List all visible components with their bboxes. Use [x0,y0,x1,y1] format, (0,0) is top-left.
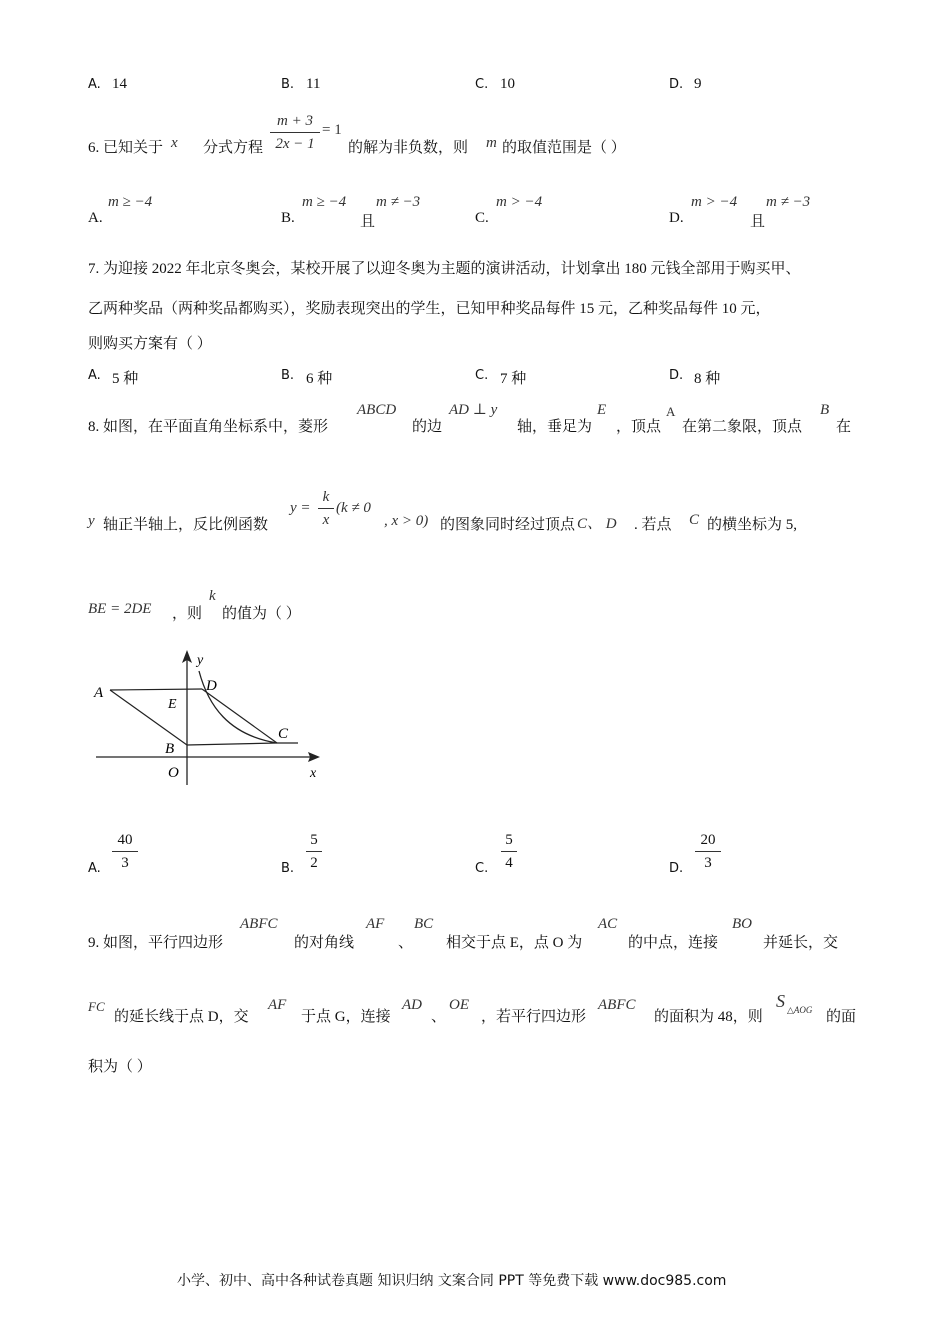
q8-l2-b: 的图象同时经过顶点 [440,517,576,533]
q6-option-c-letter: C. [475,210,489,226]
q8-fn-num: k [322,489,330,505]
q8-l1-abcd: ABCD [357,402,397,418]
q6-option-b-expr: m ≥ −4 [302,194,347,210]
q9-l2-fc: FC [88,999,105,1014]
q7-option-a-text: 5 种 [112,371,139,387]
q8-option-b-frac [306,830,322,873]
q7-line-1: 7. 为迎接 2022 年北京冬奥会，某校开展了以迎冬奥为主题的演讲活动，计划拿出 180 元钱全部用于购买甲、 [88,261,801,277]
q9-l1-d: 相交于点 E，点 O 为 [446,935,583,951]
q8-fn-den: x [322,512,330,528]
q6-option-b-expr2: m ≠ −3 [376,194,421,210]
fig-label-c: C [278,726,289,742]
q5-option-c-text: 10 [500,76,515,92]
q9-l2-s: S [776,991,785,1011]
q9-l2-b: 于点 G，连接 [301,1009,391,1025]
q5-option-d-letter: D. [669,77,684,92]
q8-option-b-letter: B. [281,861,295,876]
q9-l2-sub: △AOG [787,1005,813,1015]
q8-l1-B: B [820,402,830,418]
q8-fn-fraction [318,487,334,530]
page-footer: 小学、初中、高中各种试卷真题 知识归纳 文案合同 PPT 等免费下载 www.doc985.com [177,1273,727,1289]
q8-option-c-num: 5 [505,832,513,848]
q7-option-b-letter: B. [281,368,295,383]
q7-option-c-letter: C. [475,368,489,383]
q9-l2-abfc: ABFC [598,997,636,1013]
q6-option-b-extra: 且 [360,214,376,230]
q8-option-a-num: 40 [117,832,133,848]
edge-ad [110,689,202,690]
q8-l2-fn-lhs: y = [290,500,311,516]
q5-option-a-letter: A. [88,77,101,92]
q6-frac-den: 2x − 1 [275,136,315,152]
q8-l1-f: 在第二象限，顶点 [682,419,803,435]
q9-l2-c: 、 [431,1009,447,1025]
q9-l1-a: 9. 如图，平行四边形 [88,935,224,951]
q8-l1-b: 的边 [412,419,443,435]
q8-l1-d: ，顶点 [616,419,662,435]
q8-option-d-num: 20 [700,832,716,848]
q9-l1-af: AF [366,916,385,932]
q8-l2-fn-cond2: , x > 0) [384,513,429,529]
q8-option-d-letter: D. [669,861,684,876]
q6-fraction [270,111,320,154]
q8-l1-g: 在 [836,419,852,435]
q8-l3-k: k [209,588,216,604]
q6-option-d-expr: m > −4 [691,194,738,210]
q9-l2-a: 的延长线于点 D，交 [114,1009,249,1025]
q7-option-b-text: 6 种 [306,371,333,387]
q8-l2-fn-cond1: (k ≠ 0 [336,500,371,516]
q8-l3-eq: BE = 2DE [88,601,152,617]
edge-dc [202,689,277,743]
q6-option-d-expr2: m ≠ −3 [766,194,811,210]
q8-option-a-den: 3 [121,855,129,871]
q5-option-b-letter: B. [281,77,295,92]
q7-option-c-text: 7 种 [500,371,527,387]
q6-suffix-a: 的解为非负数，则 [348,140,469,156]
q9-l1-c: 、 [398,935,414,951]
fig-label-d: D [206,678,217,694]
q6-frac-num: m + 3 [277,113,313,129]
q8-option-b-den: 2 [310,855,318,871]
q6-option-d-letter: D. [669,210,684,226]
q9-l1-f: 并延长，交 [763,935,839,951]
q8-l3-a: ，则 [172,606,203,622]
q6-prefix: 6. 已知关于 [88,140,164,156]
q8-option-a-frac [112,830,138,873]
q8-figure [88,645,328,785]
q9-l2-oe: OE [449,997,469,1013]
q6-option-a-letter: A. [88,210,103,226]
q6-suffix-b: 的取值范围是（ ） [502,140,626,156]
q6-var-x: x [171,135,178,151]
q8-l1-ad: AD ⊥ y [449,402,498,418]
q8-l1-A: A [666,404,676,419]
fig-label-o: O [168,765,179,781]
fig-label-a: A [94,685,104,701]
q8-l2-d: 的横坐标为 5, [707,517,798,533]
q9-l3: 积为（ ） [88,1059,152,1075]
q8-l1-a: 8. 如图，在平面直角坐标系中，菱形 [88,419,329,435]
q8-option-c-letter: C. [475,861,489,876]
q7-option-d-letter: D. [669,368,684,383]
edge-bc [187,743,277,745]
q9-l1-b: 的对角线 [294,935,355,951]
q7-option-a-letter: A. [88,368,101,383]
q6-option-c-expr: m > −4 [496,194,543,210]
q5-option-d-text: 9 [694,76,702,92]
q8-option-a-letter: A. [88,861,101,876]
q8-option-d-frac [695,830,721,873]
q8-option-c-den: 4 [505,855,513,871]
q6-var-m: m [486,135,497,151]
q6-option-b-letter: B. [281,210,295,226]
q9-l1-bc: BC [414,916,434,932]
q8-option-c-frac [501,830,517,873]
q8-l3-b: 的值为（ ） [222,606,301,622]
q5-option-a-text: 14 [112,76,127,92]
q6-option-a-expr: m ≥ −4 [108,194,153,210]
q8-l2-c: . 若点 [634,517,672,533]
q8-l1-e: E [597,402,607,418]
q7-line-3: 则购买方案有（ ） [88,336,212,352]
q9-l2-d: ，若平行四边形 [481,1009,587,1025]
q9-l1-ac: AC [598,916,618,932]
q5-option-c-letter: C. [475,77,489,92]
q8-option-b-num: 5 [310,832,318,848]
q9-l1-abfc: ABFC [240,916,278,932]
q9-l1-e: 的中点，连接 [628,935,719,951]
fig-label-y: y [197,653,204,668]
q7-option-d-text: 8 种 [694,371,721,387]
q9-l2-e: 的面积为 48，则 [654,1009,763,1025]
fig-label-e: E [168,697,177,712]
q8-l2-cd: C、 D [577,516,617,532]
q8-l2-y: y [88,513,95,529]
q8-option-d-den: 3 [704,855,712,871]
q9-l2-f: 的面 [826,1009,857,1025]
q6-option-d-extra: 且 [750,214,766,230]
q8-l2-C: C [689,512,700,528]
fig-label-b: B [165,741,175,757]
q5-option-b-text: 11 [306,76,321,92]
q7-line-2: 乙两种奖品（两种奖品都购买），奖励表现突出的学生，已知甲种奖品每件 15 元，乙种奖品每件 10 元， [88,301,771,317]
q6-mid: 分式方程 [203,140,264,156]
q8-l1-c: 轴，垂足为 [517,419,593,435]
q9-l2-ad: AD [402,997,422,1013]
q8-l2-a: 轴正半轴上，反比例函数 [103,517,269,533]
q6-eq-rhs: = 1 [322,122,342,138]
q9-l1-bo: BO [732,916,752,932]
q9-l2-af: AF [268,997,287,1013]
fig-label-x: x [310,766,317,781]
